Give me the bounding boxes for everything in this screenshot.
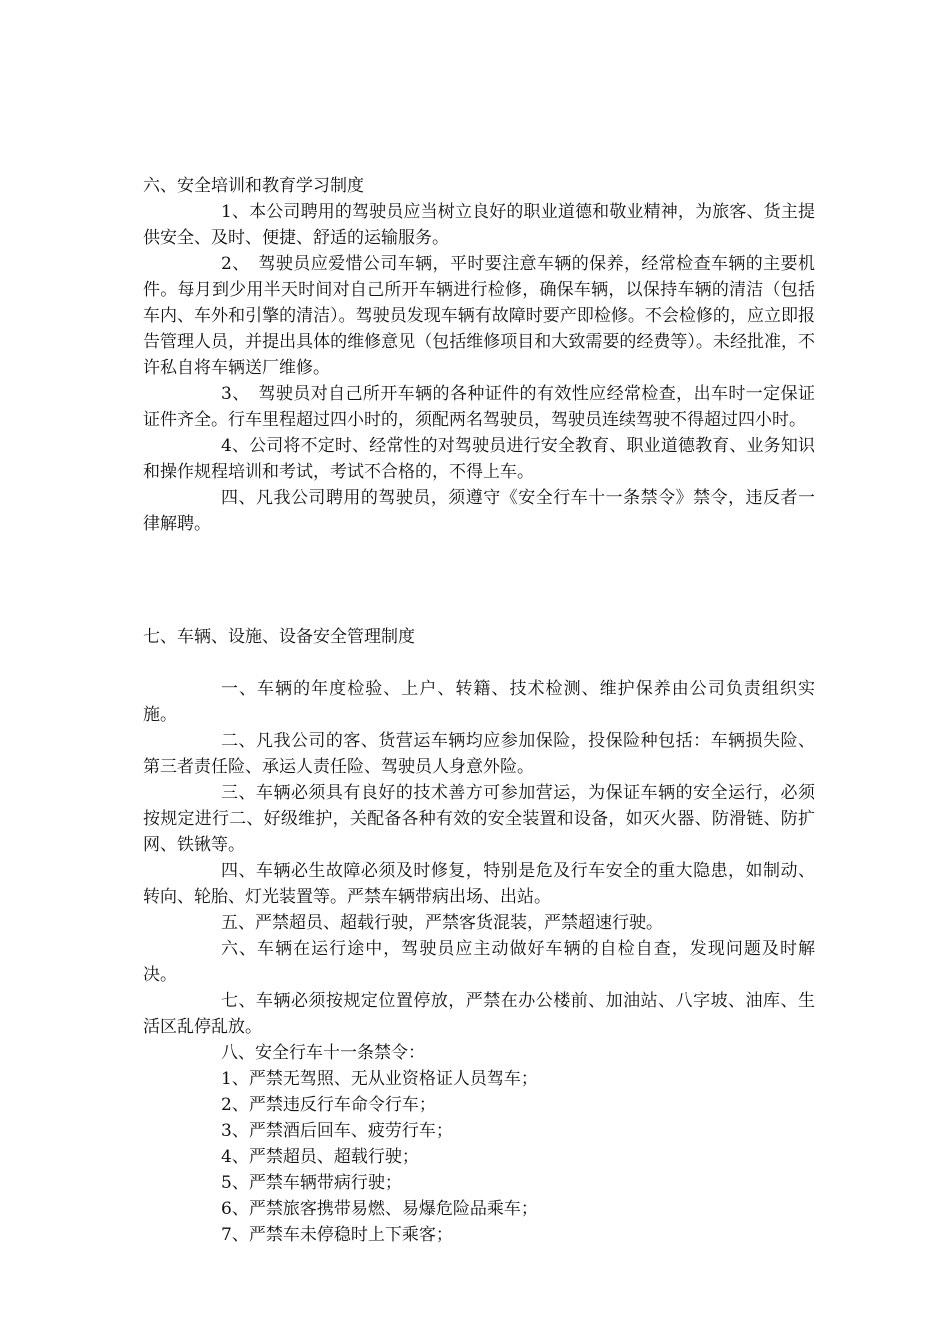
- prohibition-item: 4、严禁超员、超载行驶；: [221, 1147, 419, 1167]
- paragraph: 四、凡我公司聘用的驾驶员，须遵守《安全行车十一条禁令》禁令，违反者一律解聘。: [143, 488, 815, 534]
- section-heading: 六、安全培训和教育学习制度: [143, 176, 364, 196]
- paragraph: 一、车辆的年度检验、上户、转籍、技术检测、维护保养由公司负责组织实施。: [143, 679, 815, 725]
- paragraph: 五、严禁超员、超载行驶，严禁客货混装，严禁超速行驶。: [221, 913, 663, 933]
- paragraph: 八、安全行车十一条禁令：: [221, 1043, 425, 1063]
- prohibition-item: 7、严禁车未停稳时上下乘客；: [221, 1225, 453, 1245]
- prohibition-item: 1、严禁无驾照、无从业资格证人员驾车；: [221, 1069, 538, 1089]
- section-vehicle-safety: [143, 624, 815, 1248]
- section-heading: 七、车辆、设施、设备安全管理制度: [143, 627, 415, 647]
- paragraph: 1、本公司聘用的驾驶员应当树立良好的职业道德和敬业精神，为旅客、货主提供安全、及时、便捷、舒适的运输服务。: [143, 202, 815, 248]
- blank-line: [143, 650, 815, 676]
- paragraph: 3、 驾驶员对自己所开车辆的各种证件的有效性应经常检查，出车时一定保证证件齐全。行车里程超过四小时的，须配两名驾驶员，驾驶员连续驾驶不得超过四小时。: [143, 384, 815, 430]
- paragraph: 二、凡我公司的客、货营运车辆均应参加保险，投保险种包括：车辆损失险、第三者责任险、承运人责任险、驾驶员人身意外险。: [143, 731, 815, 777]
- section-safety-training: [143, 173, 815, 537]
- paragraph: 三、车辆必须具有良好的技术善方可参加营运，为保证车辆的安全运行，必须按规定进行二、好级维护，关配备各种有效的安全装置和设备，如灭火器、防滑链、防扩网、铁锹等。: [143, 783, 815, 855]
- prohibition-item: 5、严禁车辆带病行驶；: [221, 1173, 402, 1193]
- paragraph: 六、车辆在运行途中，驾驶员应主动做好车辆的自检自查，发现问题及时解决。: [143, 939, 815, 985]
- paragraph: 四、车辆必生故障必须及时修复，特别是危及行车安全的重大隐患，如制动、转向、轮胎、灯光装置等。严禁车辆带病出场、出站。: [143, 861, 815, 907]
- prohibition-item: 2、严禁违反行车命令行车；: [221, 1095, 436, 1115]
- paragraph: 2、 驾驶员应爱惜公司车辆，平时要注意车辆的保养，经常检查车辆的主要机件。每月到少用半天时间对自己所开车辆进行检修，确保车辆，以保持车辆的清洁（包括车内、车外和引擎的清洁）。驾驶员发现车辆有故障时要产即检修。不会检修的，应立即报告管理人员，并提出具体的维修意见（包括维修项目和大致需要的经费等）。未经批准，不许私自将车辆送厂维修。: [143, 254, 815, 378]
- prohibition-item: 3、严禁酒后回车、疲劳行车；: [221, 1121, 453, 1141]
- prohibition-item: 6、严禁旅客携带易燃、易爆危险品乘车；: [221, 1199, 538, 1219]
- paragraph: 七、车辆必须按规定位置停放，严禁在办公楼前、加油站、八字坡、油库、生活区乱停乱放。: [143, 991, 815, 1037]
- paragraph: 4、公司将不定时、经常性的对驾驶员进行安全教育、职业道德教育、业务知识和操作规程培训和考试，考试不合格的，不得上车。: [143, 436, 815, 482]
